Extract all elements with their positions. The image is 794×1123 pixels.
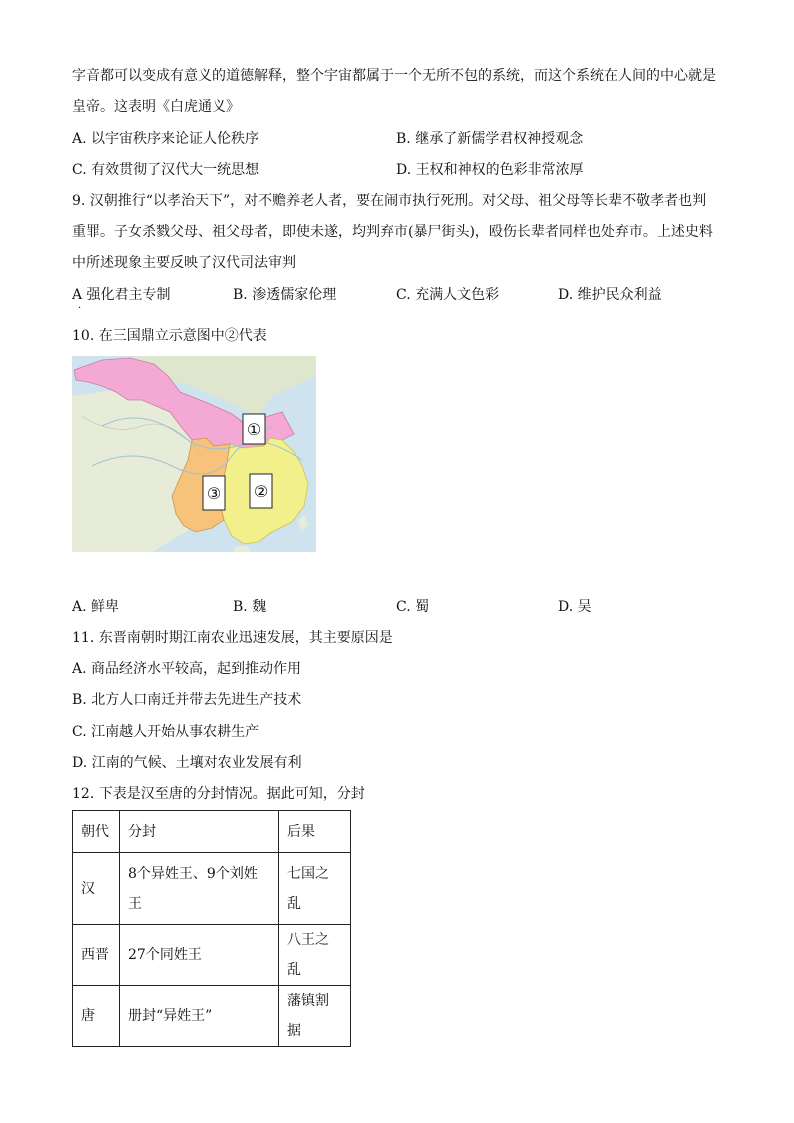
map-label-1: ① [246,420,262,439]
table-cell-dynasty: 唐 [73,986,120,1047]
q9-stem-line1: 9. 汉朝推行“以孝治天下”，对不赡养老人者，要在闹市执行死刑。对父母、祖父母等长辈不敬孝者也判 [72,193,707,209]
q12-stem: 12. 下表是汉至唐的分封情况。据此可知，分封 [72,786,365,802]
q11-option-b: B. 北方人口南迁并带去先进生产技术 [72,692,302,708]
table-cell-fenfeng: 册封“异姓王” [120,986,279,1047]
q8-stem-line1: 字音都可以变成有意义的道德解释，整个宇宙都属于一个无所不包的系统，而这个系统在人间的中心就是 [72,68,716,84]
q9-stem-line2: 重罪。子女杀戮父母、祖父母者，即使未遂，均判弃市(暴尸街头)，殴伤长辈者同样也处弃市。上述史料 [72,224,713,240]
q11-option-d: D. 江南的气候、土壤对农业发展有利 [72,755,302,771]
table-cell-result: 藩镇割据 [279,986,351,1047]
q8-option-a: A. 以宇宙秩序来论证人伦秩序 [72,131,260,147]
q8-option-d: D. 王权和神权的色彩非常浓厚 [396,162,584,178]
q8-option-c: C. 有效贯彻了汉代大一统思想 [72,162,260,178]
table-cell-result: 七国之乱 [279,853,351,925]
q10-option-a: A. 鲜卑 [72,599,120,615]
q10-stem: 10. 在三国鼎立示意图中②代表 [72,328,267,344]
map-label-3: ③ [206,484,222,503]
q10-option-b: B. 魏 [233,599,267,615]
q11-stem: 11. 东晋南朝时期江南农业迅速发展，其主要原因是 [72,630,393,646]
table-header-cell: 朝代 [73,811,120,853]
table-row [73,986,351,1047]
q9-option-d: D. 维护民众利益 [558,287,662,303]
q9-option-b: B. 渗透儒家伦理 [233,287,337,303]
table-row [73,853,351,925]
table-header-row [73,811,351,853]
fenfeng-table [72,810,351,1047]
q11-option-c: C. 江南越人开始从事农耕生产 [72,724,260,740]
q11-option-a: A. 商品经济水平较高，起到推动作用 [72,661,302,677]
q9-option-c: C. 充满人文色彩 [396,287,500,303]
map-label-2: ② [253,482,269,501]
table-cell-fenfeng-line1: 8个异姓王、9个刘姓 [128,865,258,882]
q8-option-b: B. 继承了新儒学君权神授观念 [396,131,584,147]
q8-stem-line2: 皇帝。这表明《白虎通义》 [72,99,240,115]
table-row [73,925,351,986]
table-cell-fenfeng [120,853,279,925]
q9-stem-line3: 中所述现象主要反映了汉代司法审判 [72,255,296,271]
table-cell-fenfeng: 27个同姓王 [120,925,279,986]
table-cell-dynasty: 汉 [73,853,120,925]
table-cell-dynasty: 西晋 [73,925,120,986]
table-header-cell: 后果 [279,811,351,853]
q9-option-a: A 强化君主专制 [72,287,171,303]
q10-option-d: D. 吴 [558,599,592,615]
map-graphic [72,356,316,552]
table-header-cell: 分封 [120,811,279,853]
stray-mark: · [78,303,82,314]
table-cell-fenfeng-line2: 王 [128,895,142,912]
q10-option-c: C. 蜀 [396,599,430,615]
table-cell-result: 八王之乱 [279,925,351,986]
three-kingdoms-map [72,356,316,552]
